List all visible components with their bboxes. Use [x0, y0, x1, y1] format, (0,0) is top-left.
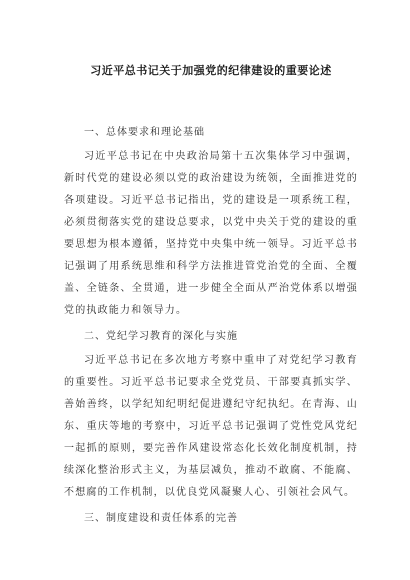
section-2 — [64, 328, 358, 504]
document-title: 习近平总书记关于加强党的纪律建设的重要论述 — [90, 64, 332, 77]
section-2-paragraph: 习近平总书记在多次地方考察中重申了对党纪学习教育的重要性。习近平总书记要求全党党员、干部要真抓实学、善始善终，以学纪知纪明纪促进遵纪守纪执纪。在青海、山东、重庆等地的考察中，习近平总书记强调了党性党风党纪一起抓的原则，要完善作风建设常态化长效化制度机制，持续深化整治形式主义，为基层减负，推动不敢腐、不能腐、不想腐的工作机制，以优良党风凝聚人心、引领社会风气。 — [64, 355, 358, 498]
section-1-heading: 一、总体要求和理论基础 — [84, 127, 205, 138]
section-1-paragraph: 习近平总书记在中央政治局第十五次集体学习中强调，新时代党的建设必须以党的政治建设为统领，全面推进党的各项建设。习近平总书记指出，党的建设是一项系统工程，必须贯彻落实党的建设总要求，以党中央关于党的建设的重要思想为根本遵循，坚持党中央集中统一领导。习近平总书记强调了用系统思维和科学方法推进管党治党的全面、全覆盖、全链条、全贯通，进一步健全全面从严治党体系以增强党的执政能力和领导力。 — [64, 151, 358, 316]
section-2-heading: 二、党纪学习教育的深化与实施 — [84, 331, 238, 342]
section-3 — [64, 510, 358, 528]
section-1 — [64, 124, 358, 322]
section-3-heading: 三、制度建设和责任体系的完善 — [84, 513, 238, 524]
